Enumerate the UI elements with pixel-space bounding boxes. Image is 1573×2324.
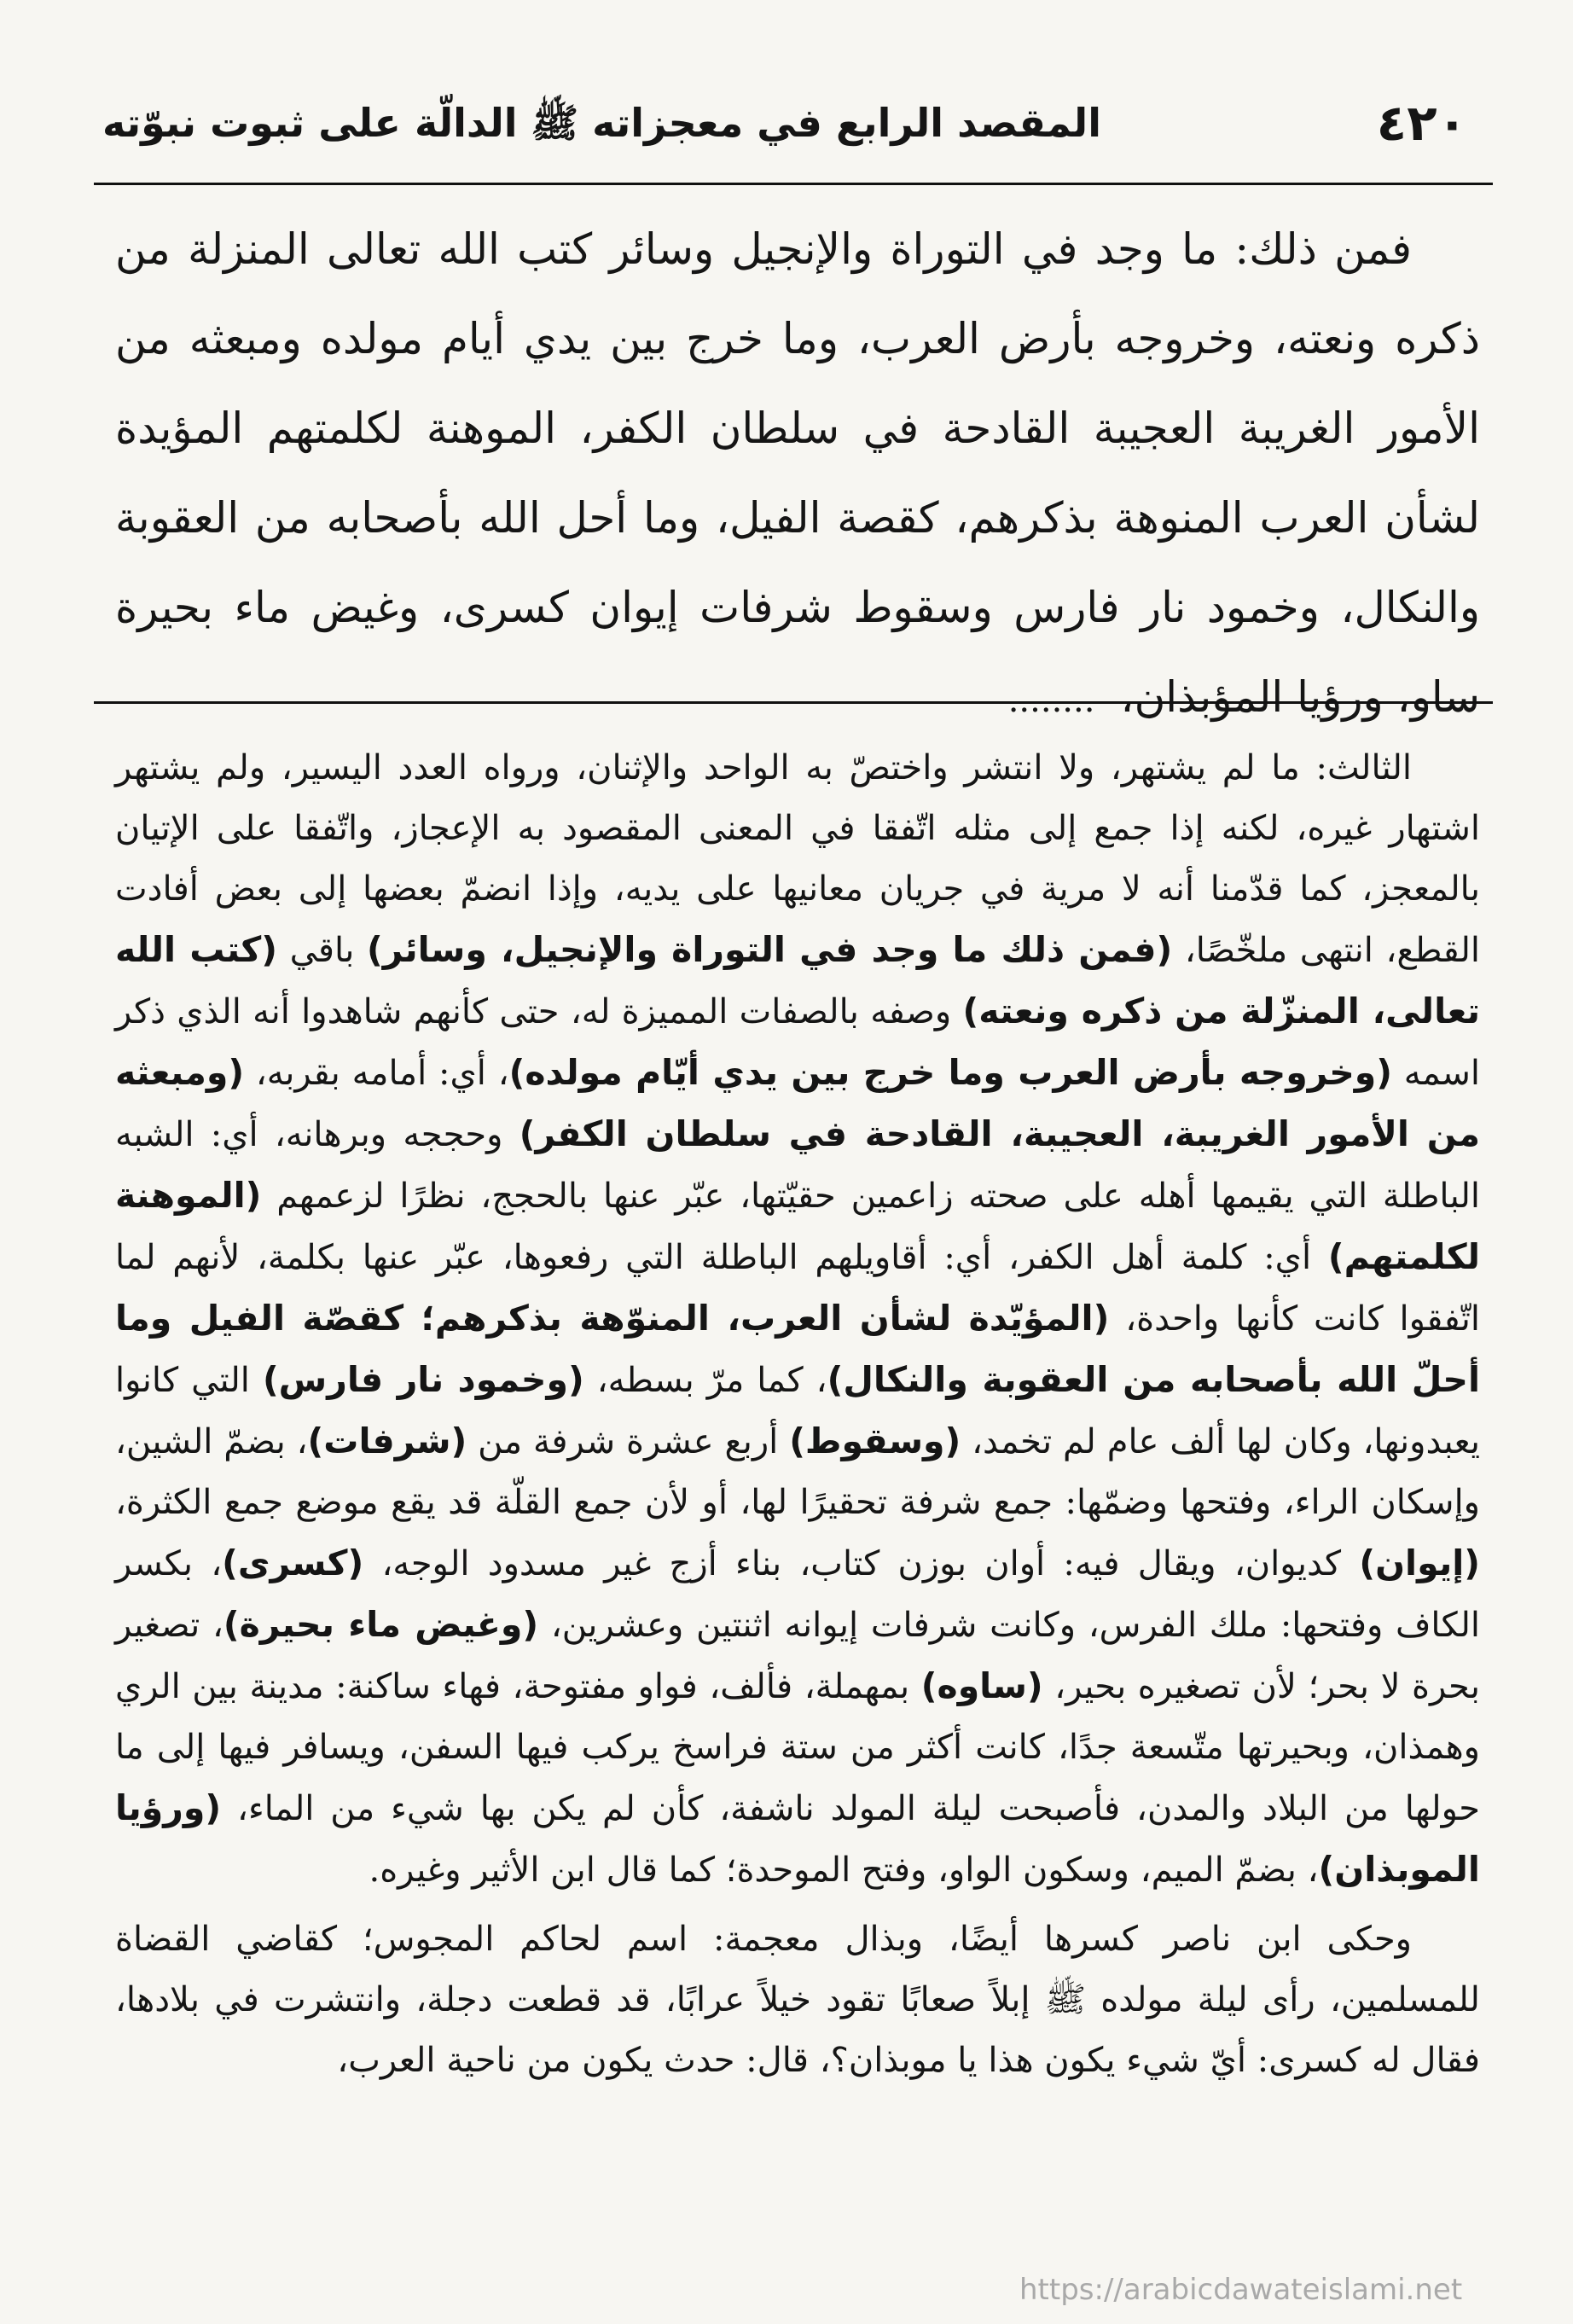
commentary-text: أربع عشرة شرفة من	[467, 1422, 790, 1461]
quoted-matn: (ومبعثه من الأمور الغريبة، العجيبة، القادحة في سلطان الكفر)	[115, 1052, 1480, 1154]
commentary-text: ، بضمّ الميم، وسكون الواو، وفتح الموحدة؛ كما قال ابن الأثير وغيره.	[369, 1850, 1319, 1890]
commentary-text: باقي	[276, 931, 368, 970]
commentary-text: وحججه وبرهانه، أي: الشبه الباطلة التي يقيمها أهله على صحته زاعمين حقيّتها، عبّر عنها بالحجج، نظرًا لزعمهم	[115, 1115, 1480, 1216]
quoted-matn: (ورؤيا الموبذان)	[115, 1787, 1480, 1890]
section-divider	[94, 701, 1493, 704]
quoted-matn: (شرفات)	[307, 1421, 467, 1461]
quoted-matn: (فمن ذلك ما وجد في التوراة والإنجيل، وسائر)	[367, 929, 1173, 970]
commentary-text: ، بضمّ الشين، وإسكان الراء، وفتحها وضمّها: جمع شرفة تحقيرًا لها، أو لأن جمع القلّة قد يقع موضع جمع الكثرة،	[115, 1422, 1480, 1522]
commentary-text: وحكى ابن ناصر كسرها أيضًا، وبذال معجمة: اسم لحاكم المجوس؛ كقاضي القضاة للمسلمين، رأى ليلة مولده ﷺ إبلاً صعابًا تقود خيلاً عرابًا، قد قطعت دجلة، وانتشرت في بلادها، فقال له كسرى: أيّ شيء يكون هذا يا موبذان؟، قال: حدث يكون من ناحية العرب،	[115, 1920, 1480, 2080]
quoted-matn: (وخمود نار فارس)	[262, 1359, 584, 1400]
commentary-text: بمهملة، فألف، فواو مفتوحة، فهاء ساكنة: مدينة بين الري وهمذان، وبحيرتها متّسعة جدًا، كانت أكثر من ستة فراسخ يركب فيها السفن، ويسافر فيها إلى ما حولها من البلاد والمدن، فأصبحت ليلة المولد ناشفة، كأن لم يكن بها شيء من الماء،	[115, 1667, 1480, 1828]
main-text-block	[115, 205, 1480, 746]
watermark-url: https://arabicdawateislami.net	[1019, 2273, 1463, 2307]
commentary-text: ، كما مرّ بسطه،	[583, 1361, 827, 1400]
main-text-paragraph	[115, 205, 1480, 746]
commentary-paragraph-1	[115, 738, 1480, 1901]
quoted-matn: (وخروجه بأرض العرب وما خرج بين يدي أيّام مولده)	[508, 1052, 1392, 1093]
running-title: المقصد الرابع في معجزاته ﷺ الدالّة على ثبوت نبوّته	[102, 100, 1101, 146]
quoted-matn: (الموهنة لكلمتهم)	[115, 1175, 1480, 1277]
page-number: ٤٢٠	[1376, 94, 1467, 152]
quoted-matn: (كسرى)	[222, 1543, 364, 1583]
commentary-paragraph-2	[115, 1909, 1480, 2091]
ellipsis-dots: ........	[1007, 681, 1095, 720]
quoted-matn: (وغيض ماء بحيرة)	[223, 1604, 539, 1645]
commentary-text: ، أي: أمامه بقربه،	[244, 1054, 509, 1093]
commentary-text: التي كانوا يعبدونها، وكان لها ألف عام لم تخمد،	[115, 1361, 1480, 1461]
commentary-text: وصفه بالصفات المميزة له، حتى كأنهم شاهدوا أنه الذي ذكر اسمه	[115, 992, 1480, 1093]
commentary-text: أي: كلمة أهل الكفر، أي: أقاويلهم الباطلة التي رفعوها، عبّر عنها بكلمة، لأنهم لما اتّفقوا كانت كأنها واحدة،	[115, 1238, 1480, 1339]
main-text: فمن ذلك: ما وجد في التوراة والإنجيل وسائر كتب الله تعالى المنزلة من ذكره ونعته، وخروجه بأرض العرب، وما خرج بين يدي أيام مولده ومبعثه من الأمور الغريبة العجيبة القادحة في سلطان الكفر، الموهنة لكلمتهم المؤيدة لشأن العرب المنوهة بذكرهم، كقصة الفيل، وما أحل الله بأصحابه من العقوبة والنكال، وخمود نار فارس وسقوط شرفات إيوان كسرى، وغيض ماء بحيرة ساو، ورؤيا المؤبذان،	[115, 224, 1480, 722]
quoted-matn: (ساوه)	[920, 1665, 1043, 1706]
quoted-matn: (إيوان)	[1359, 1543, 1481, 1583]
quoted-matn: (المؤيّدة لشأن العرب، المنوّهة بذكرهم؛ كقصّة الفيل وما أحلّ الله بأصحابه من العقوبة والنكال)	[115, 1298, 1481, 1400]
commentary-text: ، تصغير بحرة لا بحر؛ لأن تصغيره بحير،	[115, 1606, 1480, 1706]
page-header	[94, 77, 1493, 179]
commentary-text: كديوان، ويقال فيه: أوان بوزن كتاب، بناء أزج غير مسدود الوجه،	[363, 1544, 1360, 1583]
quoted-matn: (كتب الله تعالى، المنزّلة من ذكره ونعته)	[115, 929, 1480, 1031]
header-divider	[94, 183, 1493, 185]
quoted-matn: (وسقوط)	[789, 1421, 961, 1461]
commentary-text: ، بكسر الكاف وفتحها: ملك الفرس، وكانت شرفات إيوانه اثنتين وعشرين،	[115, 1544, 1480, 1645]
commentary-text: الثالث: ما لم يشتهر، ولا انتشر واختصّ به الواحد والإثنان، ورواه العدد اليسير، ولم يشتهر اشتهار غيره، لكنه إذا جمع إلى مثله اتّفقا في المعنى المقصود به الإعجاز، واتّفقا على الإتيان بالمعجز، كما قدّمنا أنه لا مرية في جريان معانيها على يديه، وإذا انضمّ بعضها إلى بعض أفادت القطع، انتهى ملخّصًا،	[115, 748, 1481, 970]
commentary-block	[115, 738, 1480, 2100]
